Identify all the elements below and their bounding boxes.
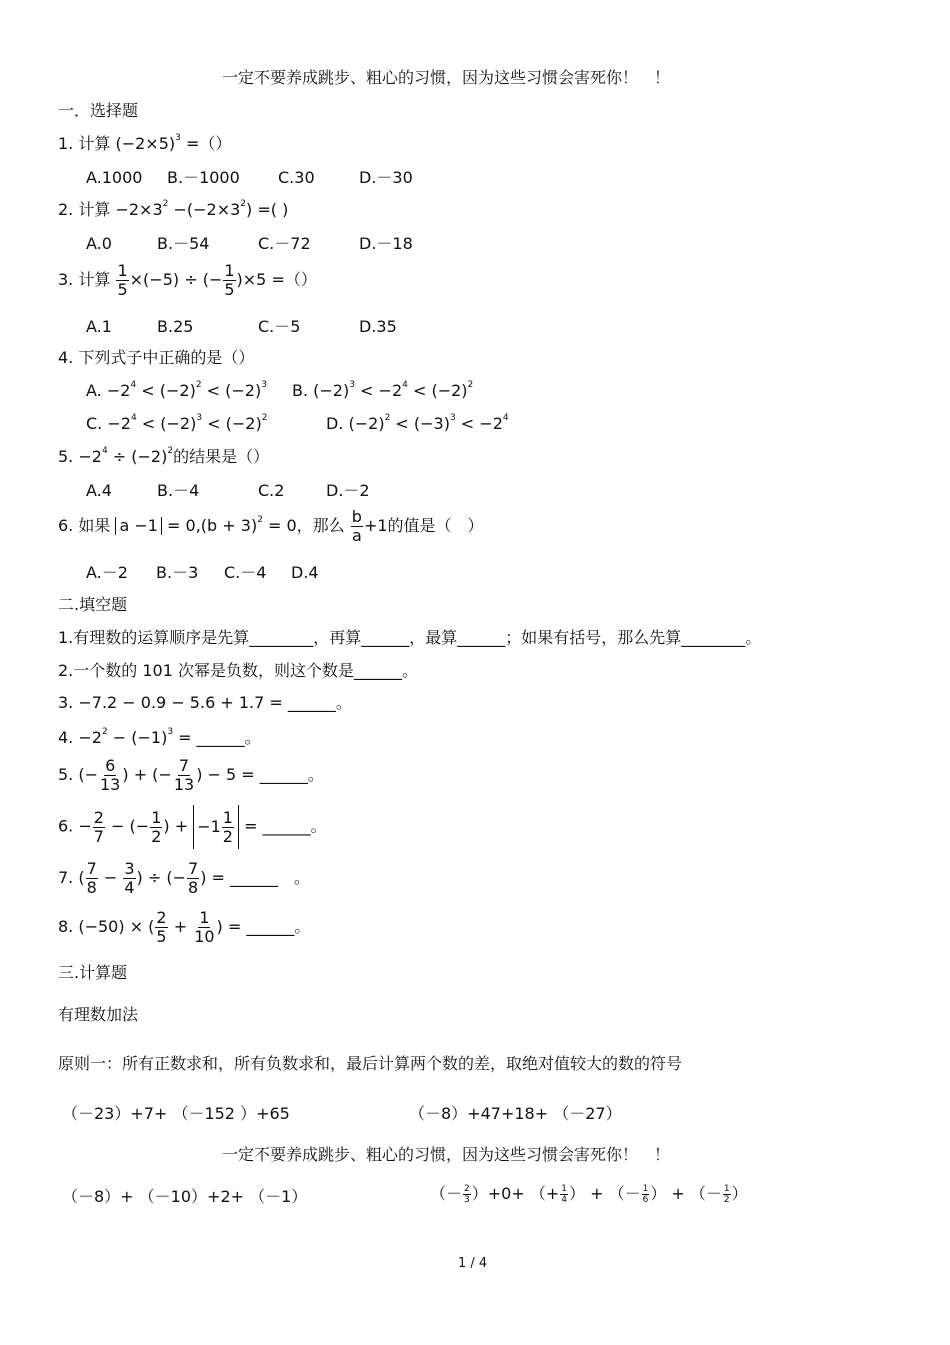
question-3-stem [58,262,317,299]
q3-option-c: C.－5 [258,317,301,336]
calc-exercise-1: （－23）+7+ （－152 ）+65 [62,1104,290,1123]
q2-b-exp: 2 [240,199,247,209]
q3-fraction-2: $\frac{1}{5}$ [224,261,235,299]
q2-option-d: D.－18 [359,234,413,253]
q2-prefix: 2. 计算 [58,200,111,219]
q1-tail: =（） [185,134,232,153]
question-4-option-d: D. $(-2)^2 < (-3)^3 < -2^4$ [326,413,509,433]
question-2-options [86,234,413,254]
fill-question-3: 3. −7.2 − 0.9 − 5.6 + 1.7 = ______。 [58,693,352,712]
q5-option-c: C.2 [258,481,285,500]
q5-option-a: A.4 [86,481,112,500]
header-note: 一定不要养成跳步、粗心的习惯，因为这些习惯会害死你！ ！ [222,68,671,87]
q5-option-b: B.－4 [157,481,200,500]
calc-exercise-2: （－8）+47+18+ （－27） [409,1104,622,1123]
q6-mid-exp: 2 [257,515,263,525]
question-1-options [86,168,413,188]
q2-option-c: C.－72 [258,234,311,253]
question-4-option-b: B. $(-2)^3 < -2^4 < (-2)^2$ [292,380,474,400]
section-title-fill: 二.填空题 [58,595,128,614]
q3-option-b: B.25 [157,317,194,336]
q2-option-a: A.0 [86,234,112,253]
fill-question-7: 7. ( $\frac{7}{8}$ − $\frac{3}{4}$ ) ÷ (− $\frac{7}{8}$ ) = ______ 。 [58,859,311,897]
calc-exercise-3: （－8）+ （－10）+2+ （－1） [62,1187,308,1206]
q6-mid: = 0,(b + 3) [167,516,258,535]
q3-prefix: 3. 计算 [58,270,111,289]
question-5-options [86,481,370,501]
question-4-option-a: A. $-2^4 < (-2)^2 < (-2)^3$ [86,380,267,400]
q3-option-d: D.35 [359,317,397,336]
section-subtitle: 有理数加法 [58,1005,139,1024]
fill-question-4: 4. $-2^2 - (-1)^3$ = ______。 [58,727,261,747]
question-4-stem: 4. 下列式子中正确的是（） [58,348,255,367]
q1-prefix: 1. 计算 [58,134,111,153]
q2-tail: ) =( ) [246,200,289,219]
q6-prefix: 6. 如果 [58,516,111,535]
q2-option-b: B.－54 [157,234,210,253]
q5-prefix: 5. [58,447,74,466]
q6-absolute-value: a −1 [115,517,161,535]
fill-question-1: 1.有理数的运算顺序是先算________，再算______，最算______；如果有括号，那么先算________。 [58,628,762,647]
q5-b: ÷ (−2) [107,447,168,466]
q3-tail: )×5 =（） [236,270,317,289]
q6-fraction: $\frac{b}{a}$ [351,507,362,545]
fill-question-8: 8. (−50) × ( $\frac{2}{5}$ + $\frac{1}{10}$ ) = ______。 [58,908,311,946]
q5-tail: 的结果是（） [173,447,270,466]
page-number: 1 / 4 [458,1256,488,1271]
q5-a: −2 [78,447,102,466]
q3-mid: ×(−5) ÷ (− [129,270,223,289]
q1-expr: (−2×5) [115,134,176,153]
rule-text: 原则一：所有正数求和，所有负数求和，最后计算两个数的差，取绝对值较大的数的符号 [58,1054,683,1073]
section-title-calc: 三.计算题 [58,963,128,982]
q1-option-b: B.－1000 [167,168,240,187]
q6-option-c: C.－4 [224,563,267,582]
q6-option-b: B.－3 [156,563,199,582]
q1-option-c: C.30 [278,168,315,187]
section-title-choice: 一．选择题 [58,101,139,120]
question-6-options [86,563,319,583]
q2-a-exp: 2 [162,199,169,209]
question-2-stem [58,200,288,220]
q6-option-d: D.4 [291,563,319,582]
q3-option-a: A.1 [86,317,112,336]
question-4-option-c: C. $-2^4 < (-2)^3 < (-2)^2$ [86,413,268,433]
fill-question-6: 6. − $\frac{2}{7}$ − (− $\frac{1}{2}$ ) + −1 $\frac{1}{2}$ = ______。 [58,805,327,849]
q6-tail: +1的值是（ ） [363,516,484,535]
q5-a-exp: 4 [101,446,108,456]
question-6-stem [58,508,484,545]
q6-option-a: A.－2 [86,563,128,582]
q5-b-exp: 2 [167,446,174,456]
fill-question-5: 5. (− $\frac{6}{13}$ ) + (− $\frac{7}{13}$ ) − 5 = ______。 [58,756,324,794]
q6-mid2: = 0，那么 [262,516,345,535]
question-1-stem [58,134,231,154]
q3-fraction-1: $\frac{1}{5}$ [117,261,128,299]
q5-option-d: D.－2 [326,481,370,500]
question-3-options [86,317,397,337]
q6-fill-absolute-value: −1 $\frac{1}{2}$ [193,805,239,849]
q1-option-a: A.1000 [86,168,143,187]
calc-exercise-4: （－ $\frac{2}{3}$ ）+0+ （+ $\frac{1}{4}$ ） + （－ $\frac{1}{6}$ ） + （－ $\frac{1}{2}$ ） [430,1184,748,1205]
fill-question-2: 2.一个数的 101 次幂是负数，则这个数是______。 [58,661,418,680]
header-note-repeat: 一定不要养成跳步、粗心的习惯，因为这些习惯会害死你！ ！ [222,1145,671,1164]
q2-a: −2×3 [115,200,163,219]
q2-b: −(−2×3 [173,200,241,219]
q1-exp: 3 [175,133,181,143]
q1-option-d: D.－30 [359,168,413,187]
question-5-stem [58,447,269,467]
